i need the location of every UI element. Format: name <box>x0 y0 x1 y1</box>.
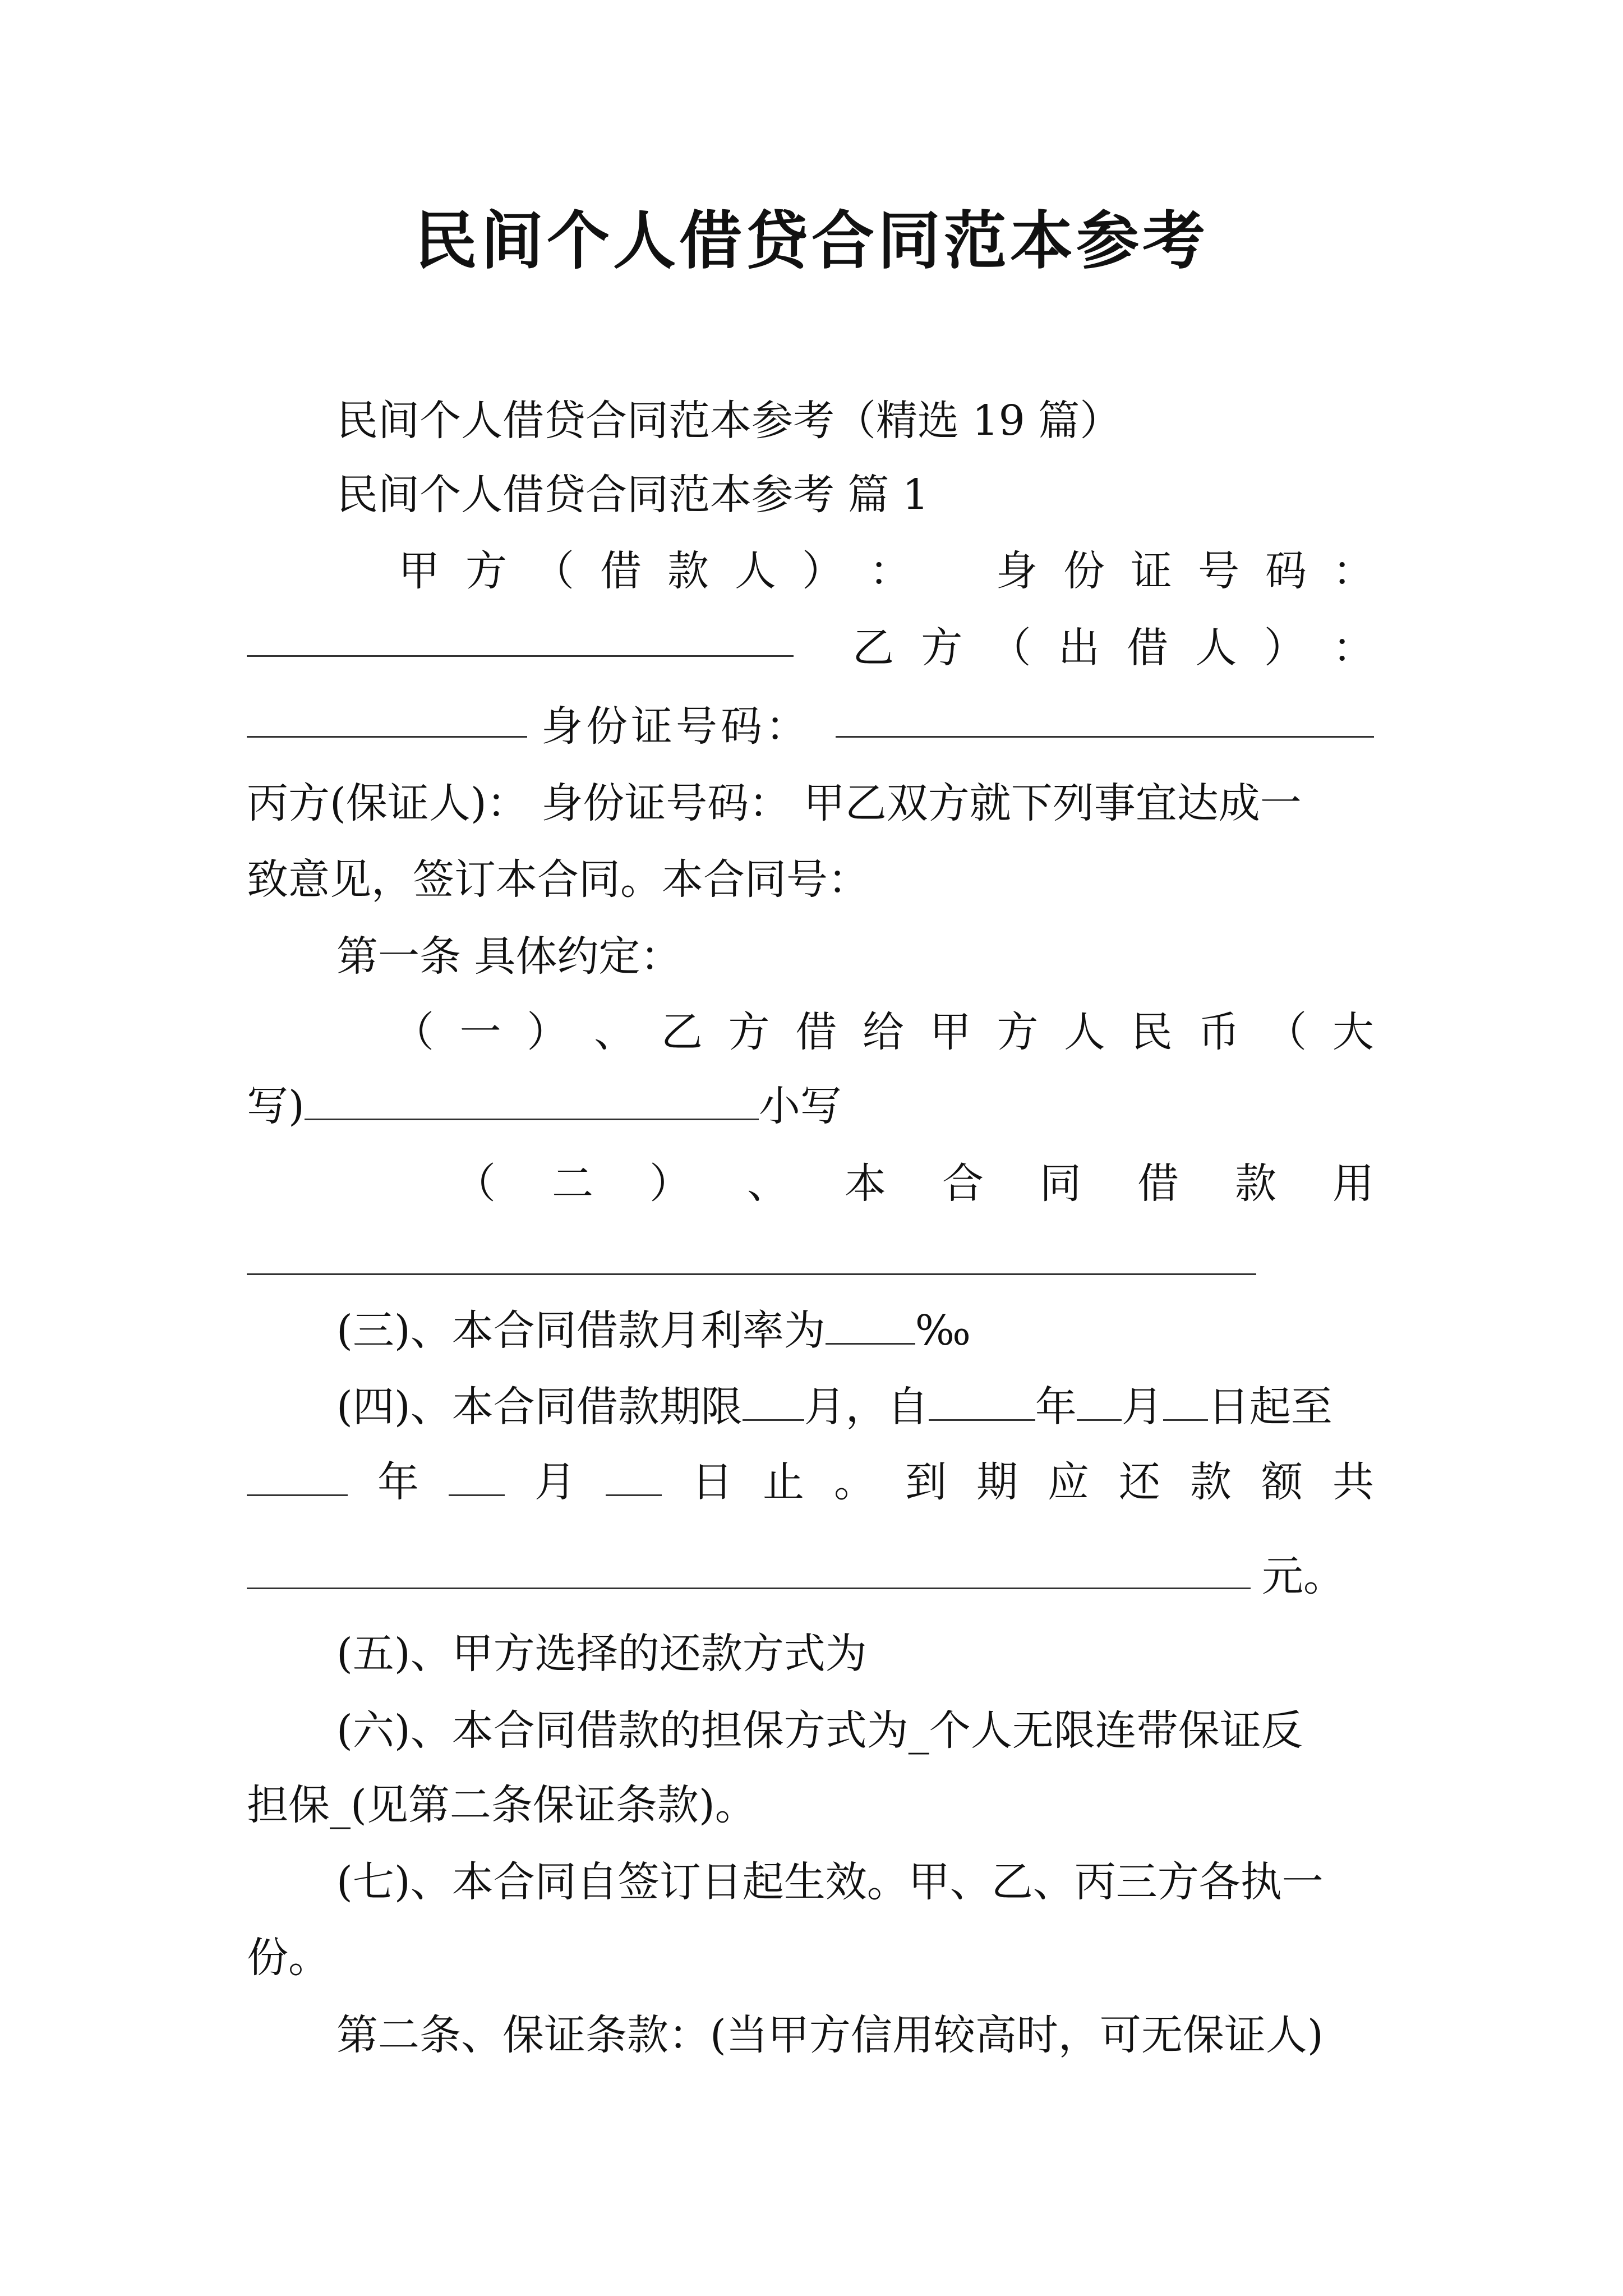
item-4-line-2-char: 应 <box>1048 1458 1089 1506</box>
party-a-id-blank <box>247 655 794 657</box>
party-a-char: 码 <box>1265 547 1307 595</box>
party-b-id-label: 身份证号码： <box>541 702 810 751</box>
item-1-char: 方 <box>728 1008 770 1056</box>
item-2-char: （ <box>454 1159 496 1208</box>
party-a-line <box>247 543 1374 599</box>
party-a-char: ： <box>869 547 911 595</box>
item-7-line-1: (七)、本合同自签订日起生效。甲、乙、丙三方各执一 <box>336 1858 1324 1906</box>
item-4-line <box>247 1379 1374 1435</box>
item-4-line-2-char: 年 <box>377 1458 419 1506</box>
item-1-char: （ <box>393 1008 434 1056</box>
subtitle: 民间个人借贷合同范本参考（精选 19 篇） <box>336 397 1122 445</box>
party-b-name-blank <box>247 736 527 738</box>
party-b-char: 出 <box>1058 624 1100 672</box>
amount-uppercase-blank <box>305 1079 759 1120</box>
item-7-line-2: 份。 <box>247 1934 330 1982</box>
party-b-line <box>852 620 1374 676</box>
item-1-char: 一 <box>459 1008 501 1056</box>
item-1-char: 民 <box>1131 1008 1173 1056</box>
item-3-line <box>247 1303 1374 1359</box>
item-6-line-1: (六)、本合同借款的担保方式为_个人无限连带保证反 <box>336 1706 1303 1755</box>
party-a-char: 证 <box>1131 547 1172 595</box>
end-year-blank <box>247 1455 348 1496</box>
party-a-char: 号 <box>1198 547 1239 595</box>
item-1-continued <box>247 1078 1374 1134</box>
document-title: 民间个人借贷合同范本参考 <box>414 204 1209 278</box>
item-4-day-text: 日起至 <box>1207 1383 1332 1431</box>
consensus-line: 致意见，签订本合同。本合同号： <box>247 855 869 904</box>
item-4-line-2-char: 月 <box>534 1458 576 1506</box>
total-amount-blank <box>247 1588 1251 1589</box>
party-a-char: 借 <box>600 547 642 595</box>
party-b-char: 乙 <box>852 624 894 672</box>
item-1-char: 大 <box>1332 1008 1374 1056</box>
interest-rate-blank <box>826 1304 915 1345</box>
item-2-char: 款 <box>1235 1159 1276 1208</box>
party-b-id-blank <box>836 736 1374 738</box>
party-a-char: ） <box>802 547 843 595</box>
item-4-line-2-char: 款 <box>1190 1458 1232 1506</box>
party-c-line: 丙方(保证人)： 身份证号码： 甲乙双方就下列事宜达成一 <box>247 779 1302 827</box>
loan-purpose-blank <box>247 1273 1256 1275</box>
item-6-line-2: 担保_(见第二条保证条款)。 <box>247 1781 757 1829</box>
start-day-blank <box>1163 1380 1208 1421</box>
item-4-line-2-char: 止 <box>763 1458 804 1506</box>
start-year-blank <box>929 1380 1035 1421</box>
item-2-char: 同 <box>1040 1159 1081 1208</box>
item-4-month2-text: 月 <box>1121 1383 1163 1431</box>
item-4-line-2-char: 还 <box>1119 1458 1160 1506</box>
party-a-char: 份 <box>1063 547 1105 595</box>
item-4-line-2-char: 额 <box>1261 1458 1303 1506</box>
item-1-char: 甲 <box>929 1008 971 1056</box>
party-a-char: 款 <box>667 547 709 595</box>
party-b-char: 借 <box>1127 624 1169 672</box>
item-1-char: 给 <box>862 1008 904 1056</box>
party-a-char: 身 <box>996 547 1038 595</box>
item-4-yuan: 元。 <box>1262 1552 1345 1600</box>
item-2-char: ） <box>649 1159 691 1208</box>
party-a-char: ： <box>1332 547 1374 595</box>
item-5-line: (五)、甲方选择的还款方式为 <box>336 1630 867 1678</box>
party-b-char: ） <box>1264 624 1306 672</box>
section-heading: 民间个人借贷合同范本参考 篇 1 <box>336 471 929 519</box>
term-months-blank <box>743 1380 804 1421</box>
item-3-label: (三)、本合同借款月利率为 <box>336 1306 826 1355</box>
item-1-char: 、 <box>594 1008 636 1056</box>
item-1-char: 币 <box>1198 1008 1240 1056</box>
party-b-char: 方 <box>921 624 963 672</box>
item-2-char: 借 <box>1137 1159 1179 1208</box>
item-2-char: 用 <box>1332 1159 1374 1208</box>
item-4-year-text: 年 <box>1035 1383 1077 1431</box>
item-1-char: 乙 <box>661 1008 703 1056</box>
party-a-char: 人 <box>735 547 776 595</box>
party-b-char: （ <box>989 624 1031 672</box>
item-4-line-2-char: 共 <box>1332 1458 1374 1506</box>
party-a-char: 甲 <box>398 547 440 595</box>
item-4-line-2-char: 期 <box>976 1458 1018 1506</box>
item-4-line-2 <box>247 1454 1374 1510</box>
item-1-prefix: 写) <box>247 1082 305 1130</box>
item-2-char: 二 <box>552 1159 593 1208</box>
party-a-char: 方 <box>465 547 507 595</box>
party-b-char: ： <box>1332 624 1374 672</box>
item-4-line-2-char: 到 <box>905 1458 947 1506</box>
item-1-line <box>247 1004 1374 1060</box>
end-month-blank <box>449 1455 505 1496</box>
item-4-month-text: 月，自 <box>804 1383 929 1431</box>
start-month-blank <box>1077 1380 1122 1421</box>
item-1-char: 人 <box>1064 1008 1106 1056</box>
item-4-label: (四)、本合同借款期限 <box>336 1383 743 1431</box>
item-1-char: 借 <box>795 1008 837 1056</box>
end-day-blank <box>606 1455 662 1496</box>
item-1-suffix: 小写 <box>758 1082 842 1130</box>
item-2-char: 合 <box>942 1159 984 1208</box>
item-3-unit: ‰ <box>915 1306 971 1355</box>
item-2-char: 、 <box>747 1159 789 1208</box>
item-4-line-2-char: 日 <box>691 1458 733 1506</box>
item-2-line <box>247 1156 1374 1212</box>
party-b-char: 人 <box>1195 624 1237 672</box>
item-1-char: 方 <box>997 1008 1039 1056</box>
item-2-char: 本 <box>845 1159 886 1208</box>
item-4-line-2-char: 。 <box>834 1458 875 1506</box>
article-1-heading: 第一条 具体约定： <box>336 932 682 981</box>
item-1-char: （ <box>1265 1008 1307 1056</box>
party-a-char: （ <box>533 547 574 595</box>
article-2-heading: 第二条、保证条款：(当甲方信用较高时，可无保证人) <box>336 2011 1324 2059</box>
item-1-char: ） <box>527 1008 569 1056</box>
